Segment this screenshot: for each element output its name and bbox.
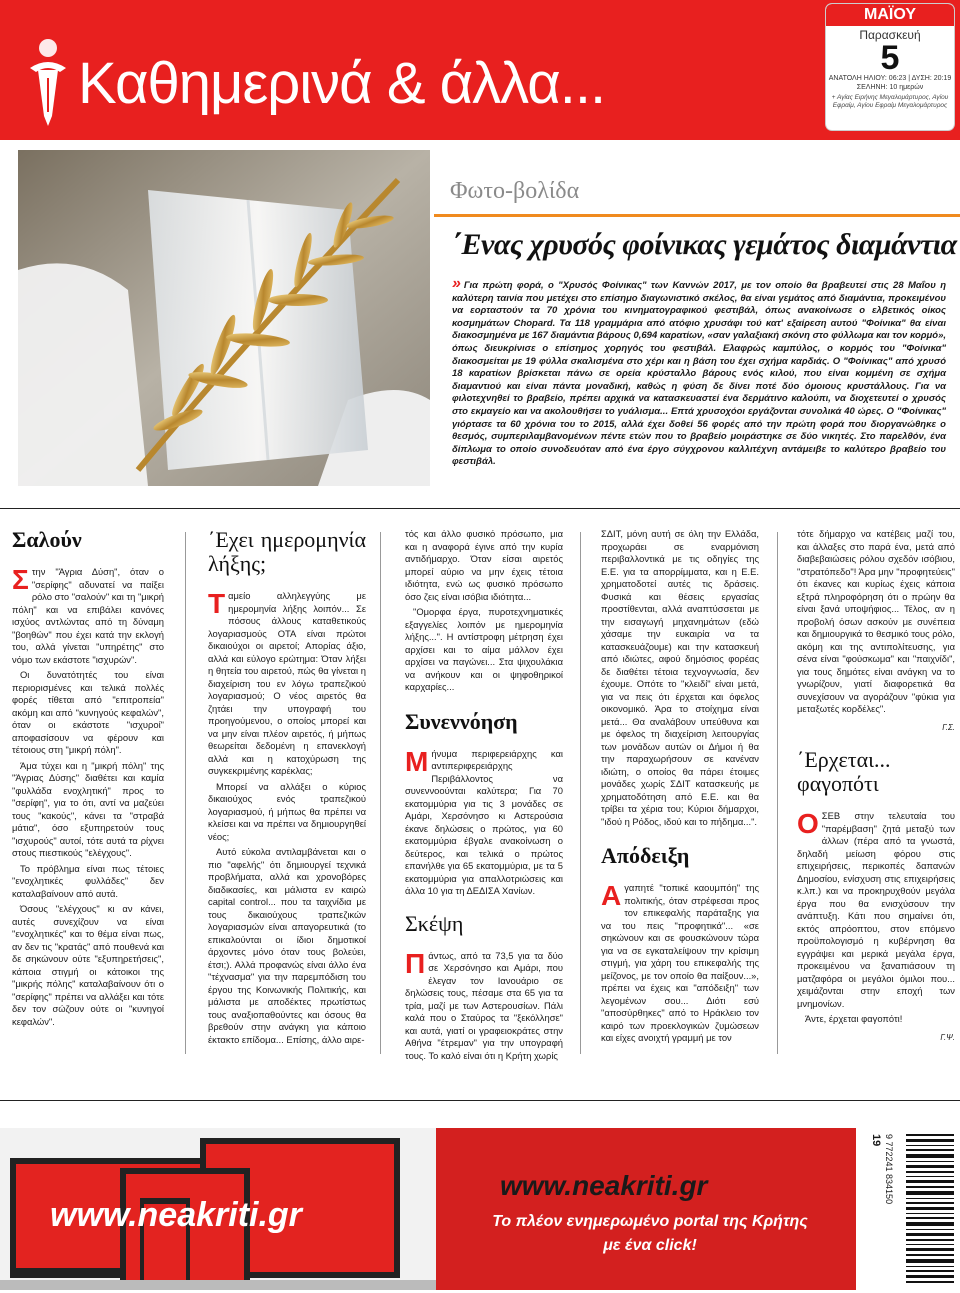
paragraph: τότε δήμαρχο να κατέβεις μαζί του, και άλλαξες στο παρά ένα, μετά από διαβεβαιώσεις ρόλου σχεδόν ισόβιου, "στρατόπεδο"! Άρα μην "προφητεύεις" ότι έκανες και κυρίως έχεις κάποια εξτρά πληροφόρηση ότι ο πρώην θα είναι ξανά υποψήφιος... Τέλος, αν η προβολή όσων ασκούν με συνέπεια και δημιουργικά το θεσμικό τους ρόλο, ακόμη και της αντιπολίτευσης, για σένα είναι "φούσκωμα" και "παιχνίδι", για τους δημότες είναι ανάγκη να το γνωρίζουν, γιατί διαφορετικά θα συνεχίσουν να αγοράζουν "φύκια για μεταξωτές κορδέλες". bbox=[797, 528, 955, 714]
date-day: 5 bbox=[880, 39, 900, 77]
quote-mark-icon: » bbox=[452, 275, 461, 292]
ad-screen-url: www.neakriti.gr bbox=[50, 1196, 302, 1234]
paragraph: άντως, από τα 73,5 για τα δύο σε Χερσόνησο και Αμάρι, που έλεγαν τον Ιανουάριο σε δηλώσεις τους, πέσαμε στα 65 για τα τρία, μαζί με των Αστερουσίων. Πάλι καλά που ο Σταύρος τα "ξεκόλλησε" και αυτά, γιατί οι γραφειοκράτες στην Αθήνα "έτρεμαν" για την υπογραφή τους. Το καλό είναι ότι η Κρήτη χωρίς bbox=[405, 949, 563, 1061]
ad-text-panel bbox=[436, 1128, 856, 1290]
author-initials: Γ.Ψ. bbox=[940, 1032, 955, 1042]
ad-slogan bbox=[460, 1210, 840, 1258]
column-divider bbox=[777, 532, 778, 1054]
date-box bbox=[826, 4, 954, 130]
column-divider bbox=[380, 532, 381, 1054]
masthead-banner bbox=[0, 0, 960, 140]
barcode bbox=[866, 1130, 956, 1288]
paragraph: Οι δυνατότητές του είναι περιορισμένες και τελικά πολλές φορές τίθεται από "επιτροπεία" ακόμη και από "κυνηγούς κεφαλών", όταν οι εκάστοτε "ισχυροί" αποφασίσουν να φέρουν και τέτοιους στη "μικρή πόλη". bbox=[12, 669, 164, 755]
paragraph: ήνυμα περιφερειάρχης και αντιπεριφερειάρχης Περιβάλλοντος να συνεννοούνται καλύτερα; Για 70 εκατομμύρια για τις 3 μονάδες σε Αμάρι, Χερσόνησο κι Αστερούσια έκανε δηλώσεις ο πρώτος, για 60 εκατομμύρια έβγαλε ανακοίνωση ο δεύτερος, και τελικά ο πρώτος επανήλθε για 65 εκατομμύρια, με τα 5 εκατομμύρια για απαλλοτριώσεις και άλλα 10 για τη ΔΕΔΙΣΑ Χανίων. bbox=[405, 747, 563, 896]
dropcap: Μ bbox=[405, 745, 429, 777]
paragraph: Αυτό εύκολα αντιλαμβάνεται και ο πιο "αφελής" ότι δημιουργεί τεχνικά προβλήματα, αλλά και χρονοβόρες διαδικασίες, και μάλιστα εν καιρώ capital control... που τα ταιχνίδια με τους δικαιούχους τραπεζικών λογαριασμών είναι απαγορευτικά (το επικαλούνται οι ίδιοι δημοτικοί άρχοντες μόνο όταν τους βολεύει, έτσι;). Αλλά προφανώς είναι άλλο ένα "τέχνασμα" για την παρεμπόδιση του έργου της Κοινωνικής Πολιτικής, και μάλιστα με αποδέκτες πρωτίστως τους αναξιοπαθούντες και όσους θα βρεθούν στην ανάγκη για κάποιο έκτακτο επίδομα... Επίσης, άλλο αιρε- bbox=[208, 846, 366, 1045]
page-number: 19 bbox=[870, 1134, 882, 1147]
column-proof bbox=[601, 528, 759, 1048]
paragraph: ΣΕΒ στην τελευταία του "παρέμβαση" ζητά μεταξύ των άλλων (πέρα από τα γνωστά, δηλαδή μείωση φόρου στις επιχειρήσεις, περικοπές δαπανών Δημοσίου, ενίσχυση στις επιχειρήσεις κ.λπ.) και να προκηρυχθούν μεγάλα έργα που θα ενισχύσουν την ανάπτυξη. Κάτι που σημαίνει ότι, εκτός απρόοπτου, στον επόμενο προϋπολογισμό η κυβέρνηση θα εγγράψει και μερικά μεγάλα έργα, προκειμένου να ξαναπιάσουν τη ματζαφόρα οι μεγάλοι όμιλοι που... χειμάζονται στην εποχή των μνημονίων. bbox=[797, 810, 955, 1009]
moon-phase: ΣΕΛΗΝΗ: 10 ημερών bbox=[856, 84, 924, 91]
section-label: Φωτο-βολίδα bbox=[450, 178, 580, 204]
paragraph: τός και άλλο φυσικό πρόσωπο, μια και η αναφορά έγινε από την κυρία αντιδήμαρχο. Όταν είσαι αιρετός μπορεί αύριο να μην έχεις τέτοια ιδιότητα, ενώ ως φυσικό πρόσωπο όσο ζεις είναι ισόβια ιδιότητα... bbox=[405, 528, 563, 602]
author-initials: Γ.Σ. bbox=[942, 722, 955, 732]
paragraph: "Ομορφα έργα, πυροτεχνηματικές εξαγγελίες λοιπόν με ημερομηνία λήξης...". Η αντίστροφη μέτρηση έχει αρχίσει και το αίμα μάλλον έχει αρχίσει να παγώνει... Στα ψιχουλάκια να ανήκουν και οι ψηφοθηρικοί καρχαρίες... bbox=[405, 606, 563, 692]
ad-slogan-line1: Το πλέον ενημερωμένο portal της Κρήτης bbox=[492, 1213, 808, 1230]
dropcap: Ο bbox=[797, 808, 819, 839]
ad-devices-image bbox=[0, 1128, 436, 1290]
dropcap: Σ bbox=[12, 564, 29, 595]
column-saloon bbox=[12, 528, 164, 1031]
date-weekday: Παρασκευή bbox=[859, 28, 921, 42]
paragraph: Όσους "ελέγχους" κι αν κάνει, αυτές συνεχίζουν να είναι "ενοχλητικές" και το θέμα είναι πως, αν δεν τις "κρατάς" από πουθενά και δε σηκώνουν ούτε "εξυπηρετήσεις", κάποια στιγμή οι κάτοικοι της "μικρής πόλης" καταλαβαίνουν ότι ο "σερίφης" πρέπει να αλλάξει και τότε δεν τον σώζουν ούτε οι "κυνηγοί κεφαλών". bbox=[12, 903, 164, 1027]
article-headline-saloon: Σαλούν bbox=[12, 527, 82, 552]
sunrise-sunset: ΑΝΑΤΟΛΗ ΗΛΙΟΥ: 06:23 | ΔΥΣΗ: 20:19 bbox=[828, 75, 952, 82]
column-divider bbox=[580, 532, 581, 1054]
column-divider bbox=[185, 532, 186, 1054]
dropcap: Π bbox=[405, 947, 426, 979]
article-headline-expiry: ΄Εχει ημερομηνία λήξης; bbox=[208, 527, 366, 576]
masthead-title: Καθημερινά & άλλα... bbox=[78, 51, 606, 116]
article-headline-feast: ΄Ερχεται... φαγοπότι bbox=[797, 747, 891, 796]
paragraph: ΣΔΙΤ, μόνη αυτή σε όλη την Ελλάδα, προχωράει σε εναρμόνιση περιβαλλοντικά με τις οδηγίες της Ε.Ε. για τα απορρίμματα, και η Ε.Ε. χρηματοδοτεί αυτές τις δράσεις. Φυσικά και θέσεις εργασίας προστίθενται, αλλά αναπτύσσεται με την εισαγωγή μηχανημάτων (εδώ χάσαμε την ευκαιρία να τα κατασκευάζουμε) και την κατασκευή από ιδιώτες, αφού δημόσιος φορέας δε διαθέτει τέτοια τεχνογνωσία, δεν έχουμε. Οπότε το "κλειδί" είναι μετά, για να πεις ότι έρχεται και όφελος οικονομικό. Άρα το στοίχημα είναι μετά... Θα αναλάβουν υπεύθυνα και με όφελος τη διαχείριση λειτουργίας των μονάδων αυτών οι Δήμοι ή θα την παραχωρήσουν σε κανέναν ιδιώτη, ο οποίος θα πάρει έτοιμες μονάδες χωρίς ΣΔΙΤ κατασκευής με χρηματοδότηση από Ε.Ε. και θα τρίβει τα χέρια του; Κύριοι δήμαρχοι, "ιδού η Ρόδος, ιδού και το πήδημα...". bbox=[601, 528, 759, 827]
orange-divider bbox=[434, 214, 960, 217]
article-headline-coordination: Συνεννόηση bbox=[405, 708, 518, 734]
newspaper-logo-icon bbox=[20, 38, 76, 128]
advertisement-banner[interactable] bbox=[0, 1128, 960, 1290]
paragraph: την "Άγρια Δύση", όταν ο "σερίφης" αδυνατεί να παίξει ρόλο στο "σαλούν" και τη "μικρή πόλη" και να επιβάλει κανόνες ισχύος αντλώντας από τη δύναμη "βοηθών" που έχει κατά την εκλογή του, αλλά γίνεται "υπηρέτης" στο νόμο των εκάστοτε "ισχυρών". bbox=[12, 566, 165, 665]
column-middle bbox=[405, 528, 563, 1065]
article-headline-proof: Απόδειξη bbox=[601, 843, 690, 868]
paragraph: Μπορεί να αλλάξει ο κύριος δικαιούχος ενός τραπεζικού λογαριασμού, ή μήπως θα πρέπει να κλείσει και να πρέπει να δημιουργηθεί νέος; bbox=[208, 780, 366, 842]
paragraph: αμείο αλληλεγγύης με ημερομηνία λήξης λοιπόν... Σε πόσους άλλους καταθετικούς λογαριασμούς ΟΤΑ είναι πρώτοι δικαιούχοι οι αιρετοί; Απορίας άξιο, αλλά και εύλογο ερώτημα: Όταν λήξει η θητεία του αιρετού, πώς θα γίνεται η διαχείριση του εν λόγω τραπεζικού λογαριασμού; Ο νέος αιρετός θα ζητάει την υπογραφή του προηγούμενου, ο οποίος μπορεί και να μην είναι πλέον αιρετός, ή μήπως θεωρείται δεδομένη η επανεκλογή αλλά και η κατοχύρωση της συγκεκριμένης καρέκλας; bbox=[208, 590, 366, 776]
section-rule-top bbox=[0, 508, 960, 509]
paragraph: Άντε, έρχεται φαγοπότι! bbox=[805, 1013, 903, 1024]
paragraph: γαπητέ "τοπικέ καουμπόη" της πολιτικής, όταν στρέφεσαι προς τον επικεφαλής παράταξης για να του πεις "προφητικά"... «σε σηκώνουν και σε φουσκώνουν τώρα για να σε εγκαταλείψουν την κρίσιμη στιγμή, για χάρη του επικεφαλής της μείζονος, με τον οποίο θα παίξουν...», πρέπει να έχεις και "απόδειξη" των λεγομένων σου... Διότι εσύ "αποσύρθηκες" από το Ηράκλειο τον καιρό των προεκλογικών ζυμώσεων και είχες ανοιχτή γραμμή με τον bbox=[601, 882, 759, 1043]
section-rule-bottom bbox=[0, 1100, 960, 1101]
ad-slogan-line2: με ένα click! bbox=[603, 1237, 697, 1254]
date-month: ΜΑΪΟΥ bbox=[826, 4, 954, 26]
dropcap: Α bbox=[601, 880, 622, 911]
article-headline-thought: Σκέψη bbox=[405, 910, 464, 936]
column-expiry bbox=[208, 528, 366, 1049]
barcode-number: 9 772241 834150 bbox=[884, 1134, 894, 1205]
palme-dor-photo bbox=[18, 150, 430, 486]
saints-of-day: + Αγίας Ειρήνης Μεγαλομάρτυρος, Αγίου Εφραίμ, Αγίου Εφραίμ Μεγαλομάρτυρος bbox=[831, 94, 949, 109]
barcode-icon bbox=[866, 1130, 956, 1288]
paragraph: Άμα τύχει και η "μικρή πόλη" της "Άγριας Δύσης" διαθέτει και καμία "φυλλάδα ενοχλητική" προς το "σερίφη", για το ότι, αντί να μαζεύει τους "κακούς", κάνει τα "στραβά μάτια", όσο εξυπηρετούν τους "ισχυρούς" αυτοί, τότε αυτά τα ρίχνει στους πιεστικούς "ελέγχους". bbox=[12, 759, 164, 858]
paragraph: Το πρόβλημα είναι πως τέτοιες "ενοχλητικές φυλλάδες" δεν καταλαβαίνουν από αυτά. bbox=[12, 862, 164, 899]
column-feast bbox=[797, 528, 955, 1044]
feature-headline: ΄Ενας χρυσός φοίνικας γεμάτος διαμάντια bbox=[452, 228, 957, 261]
feature-body bbox=[452, 275, 946, 469]
ad-url[interactable]: www.neakriti.gr bbox=[500, 1170, 708, 1201]
feature-body-text: Για πρώτη φορά, ο "Χρυσός Φοίνικας" των Καννών 2017, με τον οποίο θα βραβευτεί στις 28 Μαΐου η καλύτερη ταινία που μετέχει στο επίσημο διαγωνιστικό σκέλος, θα είναι γεμάτος από διαμάντια, προκειμένου να εορταστούν τα 70 χρόνια του κινηματογραφικού φεστιβάλ, όπως ανακοίνωσε ο ελβετικός οίκος κοσμημάτων Chopard. Τα 118 γραμμάρια από ατόφιο χρυσάφι τού κατ' εξαίρεση αυτού "Φοίνικα" θα είναι διακοσμημένα με 167 διαμάντια βάρους 0,694 καρατίων, «σαν γαλαξιακή σκόνη στο φύλλωμα και τον κορμό», όπως διευκρίνισε ο επίσημος χορηγός του φεστιβάλ. Ελαφρώς καμπύλος, ο κορμός του "Φοίνικα" διακοσμείται με 19 φύλλα σκαλισμένα στο χέρι και η βάση του έχει σχήμα καρδιάς. Ο "Φοίνικας" από χρυσό 18 καρατίων βρίσκεται πάνω σε ορεία κρύσταλλο βάρους ενός κιλού, που είναι κομμένη σε σχήμα διαμαντιού και είναι πάντα μοναδική, καθώς η φύση δε δίνει ποτέ δύο όμοιους κρυστάλλους. Για να φιλοτεχνηθεί το βραβείο, πρέπει αρχικά να κατασκευαστεί ένα δερμάτινο καλούπι, να διοχετευτεί ο χρυσός στο εκμαγείο και να ακολουθήσει το γυάλισμα... Επτά χρυσοχόοι εργάζονται συνολικά 40 ώρες. Ο "Φοίνικας" γιόρτασε τα 60 χρόνια του το 2015, αλλά έχει δοθεί 56 φορές από την πρώτη φορά που διοργανώθηκε ο θεσμός, συμπεριλαμβανομένων πέντε ετών που το βραβείο μοιράστηκε σε δύο νικητές. Στο παρελθόν, ένα δίπλωμα το οποίο συνοδευόταν από ένα έργο σύγχρονου καλλιτέχνη αντάμειβε το καλύτερο βραβείο του φεστιβάλ. bbox=[452, 280, 946, 468]
dropcap: Τ bbox=[208, 588, 226, 619]
